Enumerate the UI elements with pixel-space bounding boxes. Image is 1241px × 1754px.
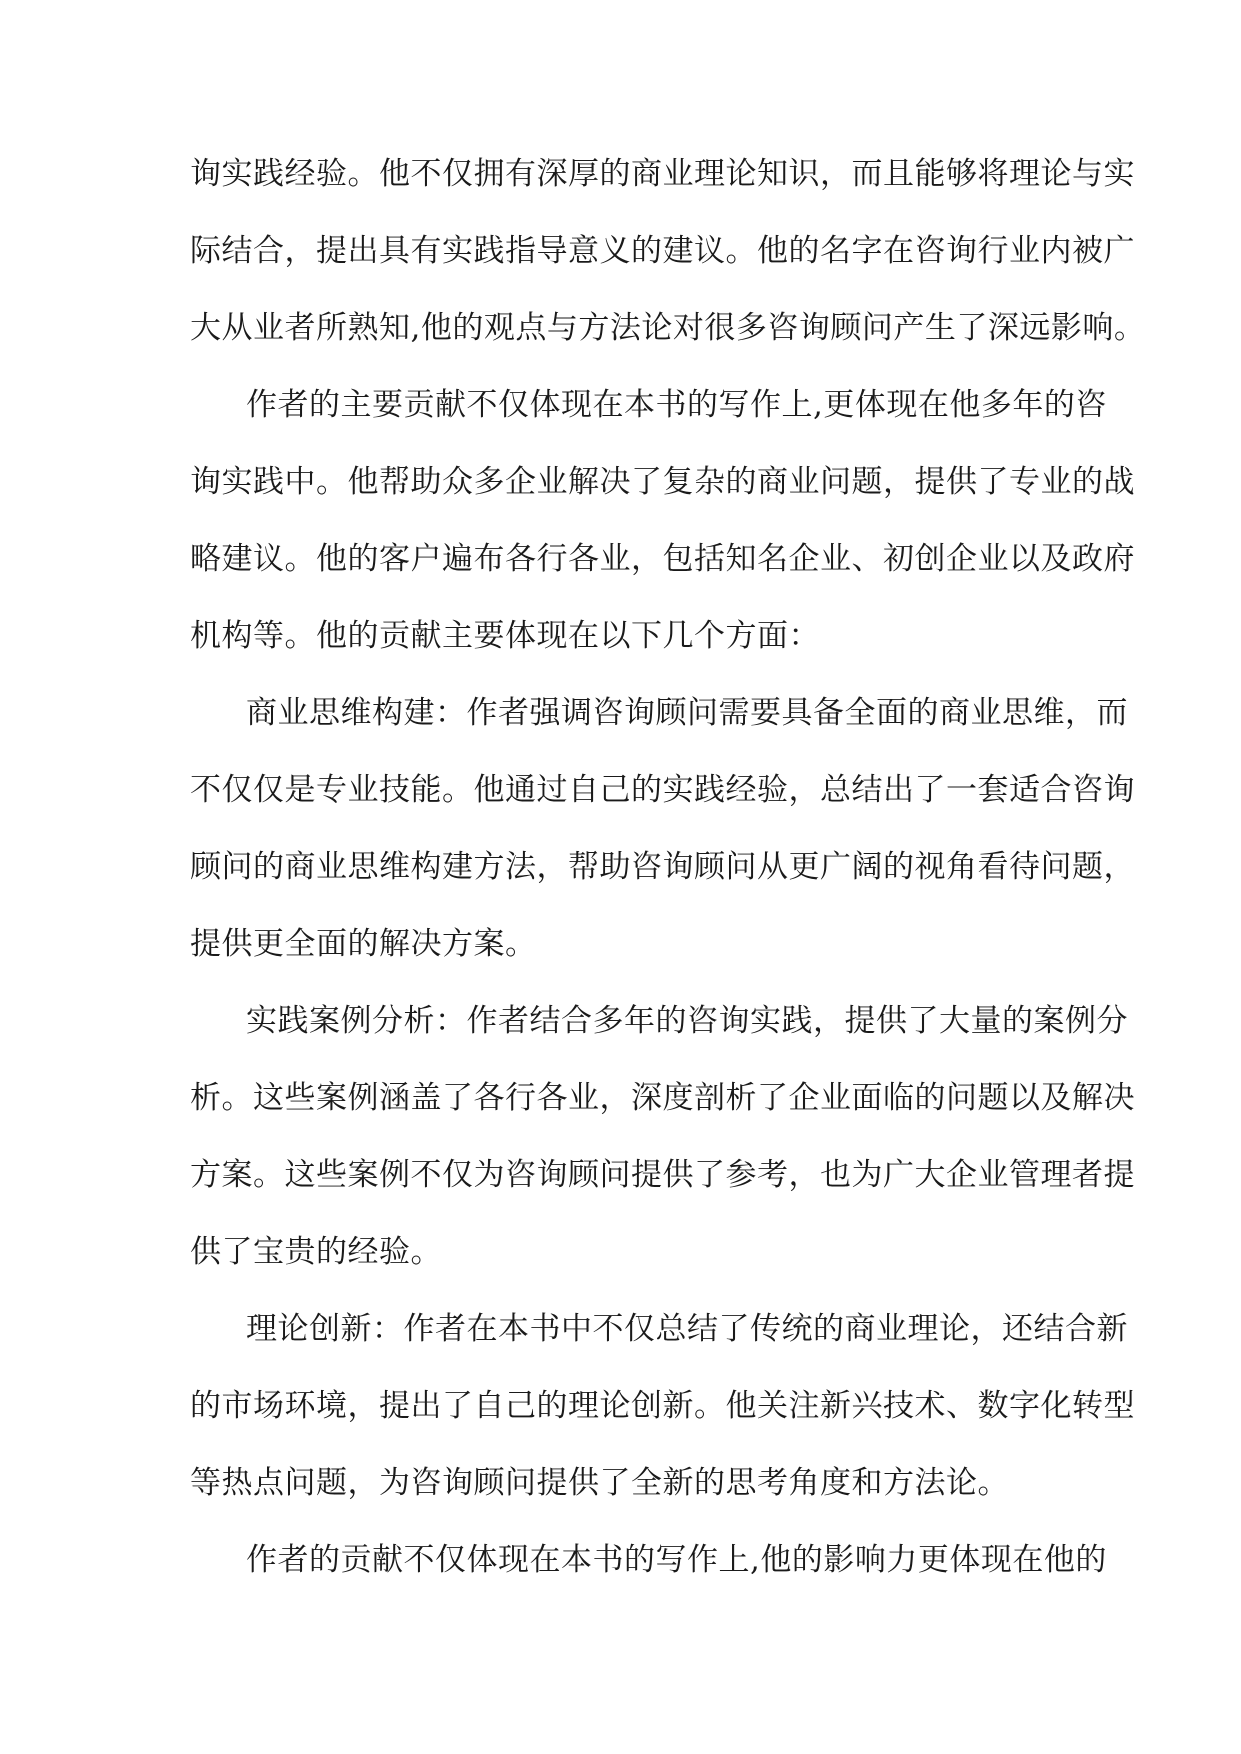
text-line: 机构等。他的贡献主要体现在以下几个方面： — [190, 618, 820, 654]
text-line: 际结合，提出具有实践指导意义的建议。他的名字在咨询行业内被广 — [190, 233, 1135, 269]
text-line: 提供更全面的解决方案。 — [190, 926, 537, 962]
text-line: 实践案例分析：作者结合多年的咨询实践，提供了大量的案例分 — [246, 1003, 1128, 1039]
paragraph-business-thinking — [190, 675, 1135, 983]
text-line: 大从业者所熟知,他的观点与方法论对很多咨询顾问产生了深远影响。 — [190, 310, 1146, 346]
text-line: 作者的主要贡献不仅体现在本书的写作上,更体现在他多年的咨 — [246, 387, 1107, 423]
text-line: 供了宝贵的经验。 — [190, 1234, 442, 1270]
text-line: 析。这些案例涵盖了各行各业，深度剖析了企业面临的问题以及解决 — [190, 1080, 1135, 1116]
body-text — [190, 136, 1146, 1599]
text-line: 不仅仅是专业技能。他通过自己的实践经验，总结出了一套适合咨询 — [190, 772, 1135, 808]
text-line: 询实践经验。他不仅拥有深厚的商业理论知识，而且能够将理论与实 — [190, 156, 1135, 192]
text-line: 作者的贡献不仅体现在本书的写作上,他的影响力更体现在他的 — [246, 1542, 1107, 1578]
text-line: 顾问的商业思维构建方法，帮助咨询顾问从更广阔的视角看待问题， — [190, 849, 1135, 885]
paragraph-author-experience — [190, 136, 1146, 367]
text-line: 理论创新：作者在本书中不仅总结了传统的商业理论，还结合新 — [246, 1311, 1128, 1347]
paragraph-theory-innovation — [190, 1291, 1135, 1522]
text-line: 方案。这些案例不仅为咨询顾问提供了参考，也为广大企业管理者提 — [190, 1157, 1135, 1193]
text-line: 的市场环境，提出了自己的理论创新。他关注新兴技术、数字化转型 — [190, 1388, 1135, 1424]
paragraph-case-analysis — [190, 983, 1135, 1291]
text-line: 略建议。他的客户遍布各行各业，包括知名企业、初创企业以及政府 — [190, 541, 1135, 577]
text-line: 商业思维构建：作者强调咨询顾问需要具备全面的商业思维，而 — [246, 695, 1128, 731]
text-line: 询实践中。他帮助众多企业解决了复杂的商业问题，提供了专业的战 — [190, 464, 1135, 500]
text-line: 等热点问题，为咨询顾问提供了全新的思考角度和方法论。 — [190, 1465, 1009, 1501]
paragraph-main-contributions — [190, 367, 1135, 675]
paragraph-author-influence — [190, 1522, 1107, 1599]
